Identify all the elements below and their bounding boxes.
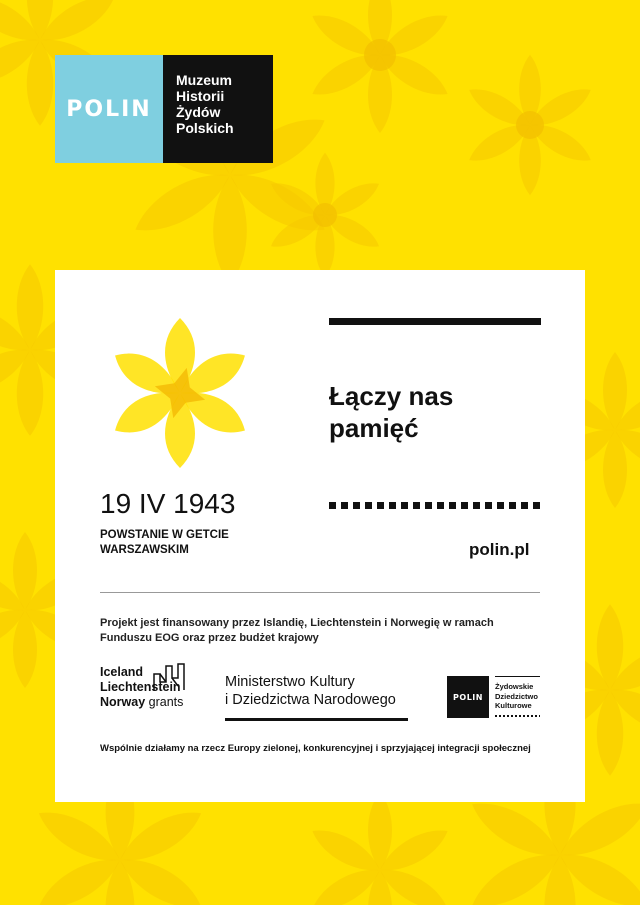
zdk-line: Dziedzictwo xyxy=(495,691,538,701)
daffodil-icon xyxy=(105,318,255,468)
polin-museum-logo xyxy=(55,55,273,163)
eea-line: Iceland xyxy=(100,665,144,679)
content-card xyxy=(55,270,585,802)
motto-heading xyxy=(329,380,453,444)
eea-line: Liechtenstein xyxy=(100,680,181,694)
subtitle-line: WARSZAWSKIM xyxy=(100,544,189,556)
zdk-wordmark: POLIN xyxy=(453,692,483,702)
logo-wordmark-block xyxy=(55,55,163,163)
logo-name-line: Muzeum xyxy=(176,72,232,88)
zdk-top-line xyxy=(495,676,540,677)
date-heading: 19 IV 1943 xyxy=(100,488,236,519)
footer-slogan: Wspólnie działamy na rzecz Europy zielonej, konkurencyjnej i sprzyjającej integracji społecznej xyxy=(100,743,531,754)
funding-line: Projekt jest finansowany przez Islandię, Liechtenstein i Norwegię w ramach xyxy=(100,617,494,629)
zdk-line: Żydowskie xyxy=(495,682,534,691)
zdk-line: Kulturowe xyxy=(495,701,532,710)
zdk-polin-logo xyxy=(447,676,489,718)
logo-name-line: Polskich xyxy=(176,120,234,136)
divider-rule xyxy=(100,592,540,593)
logo-name-block xyxy=(163,55,273,163)
logo-wordmark: POLIN xyxy=(66,96,152,122)
ministry-line: Ministerstwo Kultury xyxy=(225,674,355,690)
motto-line: Łączy nas xyxy=(329,381,454,411)
funding-line: Funduszu EOG oraz przez budżet krajowy xyxy=(100,632,319,644)
zdk-text xyxy=(495,682,538,711)
eea-grants-word: grants xyxy=(148,695,184,709)
dotted-divider xyxy=(329,502,543,509)
ministry-line: i Dziedzictwa Narodowego xyxy=(225,692,396,708)
logo-name-line: Żydów xyxy=(176,104,221,120)
motto-line: pamięć xyxy=(329,413,419,443)
motto-top-bar xyxy=(329,318,541,325)
eea-line: Norway xyxy=(100,695,146,709)
zdk-dotted-line xyxy=(495,715,540,717)
subtitle-line: POWSTANIE W GETCIE xyxy=(100,529,229,541)
funding-note xyxy=(100,616,494,646)
eea-grants-icon xyxy=(152,662,188,692)
logo-name-line: Historii xyxy=(176,88,225,104)
event-subtitle xyxy=(100,528,229,558)
ministry-logo xyxy=(225,673,396,709)
ministry-underline xyxy=(225,718,408,721)
website-link[interactable]: polin.pl xyxy=(469,540,530,559)
